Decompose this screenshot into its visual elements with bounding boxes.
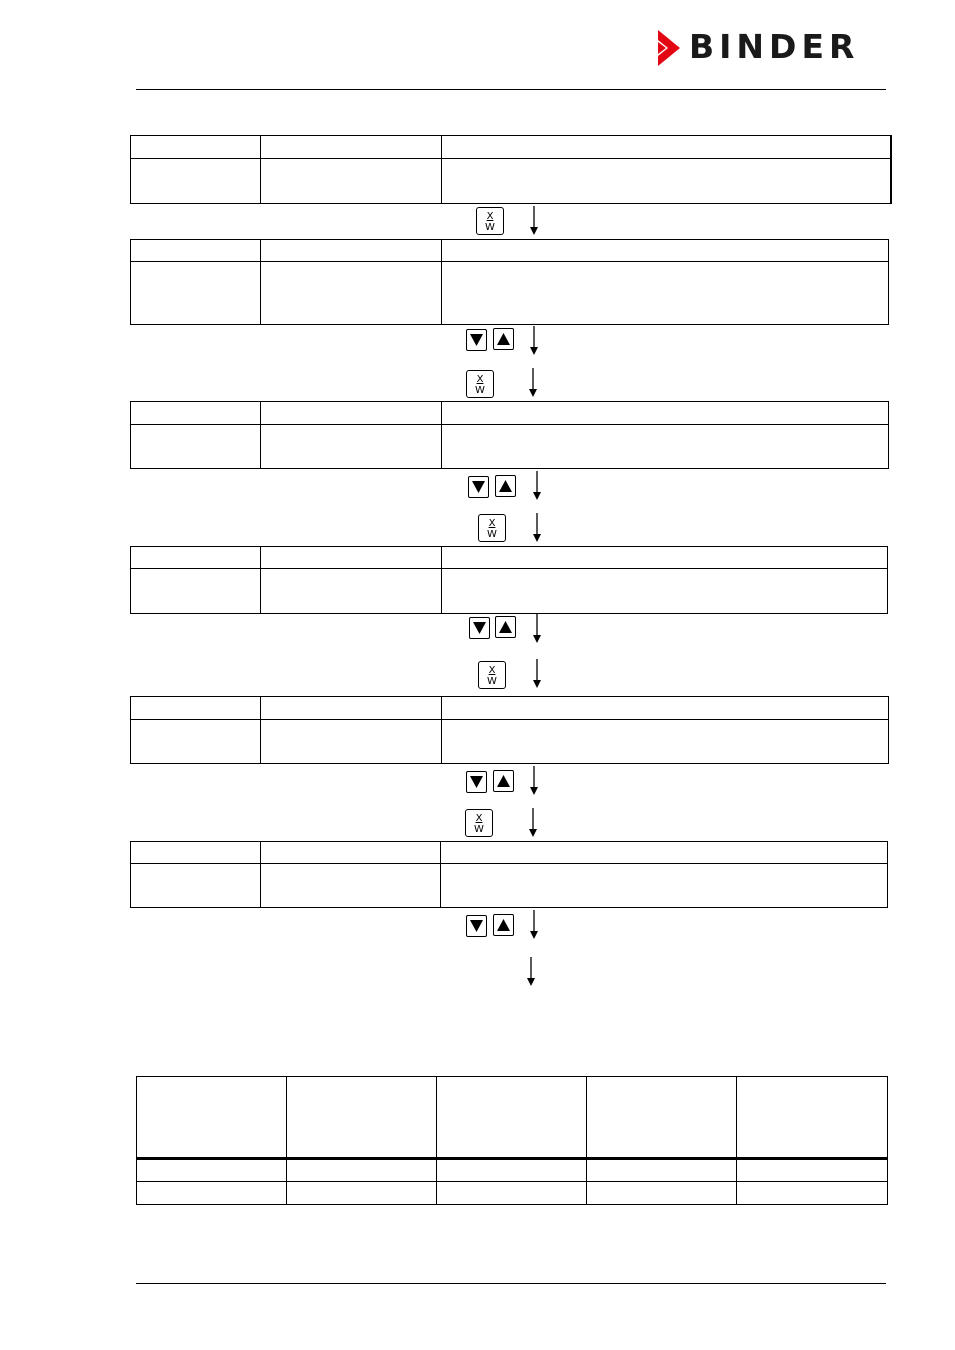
table-cell [287,1159,437,1182]
xw-key-icon: X W [478,661,506,689]
up-arrow-key-icon [493,770,514,792]
table-cell [261,864,441,908]
table-cell [261,720,442,764]
table-cell [261,159,442,204]
table-cell [437,1182,587,1205]
up-arrow-key-icon [493,914,514,936]
table-header-row [137,1077,888,1159]
table-cell [261,136,442,159]
settings-table-1 [130,135,892,204]
table-cell [441,864,888,908]
table-cell [131,425,261,469]
binder-logo-mark-icon [656,30,682,66]
down-arrow-key-icon [466,771,487,793]
table-cell [131,547,261,569]
table-cell [442,402,889,425]
settings-table-6 [130,841,888,908]
table-cell [131,262,261,325]
table-cell [131,720,261,764]
table-cell [442,262,889,325]
table-cell [442,425,889,469]
down-flow-arrow-icon [532,614,542,644]
header-divider [136,89,886,90]
table-header-cell [287,1077,437,1159]
settings-table-4 [130,546,888,614]
down-flow-arrow-icon [532,471,542,501]
table-cell [737,1159,888,1182]
up-arrow-key-icon [495,475,516,497]
table-cell [131,697,261,720]
table-cell [261,697,442,720]
table-cell [261,842,441,864]
xw-key-icon: X W [476,207,504,235]
summary-table [136,1076,888,1205]
table-header-cell [437,1077,587,1159]
footer-divider [136,1283,886,1284]
settings-table-5 [130,696,889,764]
up-arrow-key-icon [493,328,514,350]
table-cell [587,1182,737,1205]
binder-logo [656,27,888,66]
table-cell [442,159,891,204]
table-row [137,1159,888,1182]
down-arrow-key-icon [468,476,489,498]
table-cell [442,697,889,720]
table-cell [261,402,442,425]
xw-key-icon: X W [478,514,506,542]
brand-name: BINDER [689,27,860,66]
table-cell [261,547,442,569]
table-header-cell [137,1077,287,1159]
down-arrow-key-icon [466,329,487,351]
table-cell [442,720,889,764]
down-flow-arrow-icon [529,766,539,796]
table-cell [261,262,442,325]
xw-key-icon: X W [466,370,494,398]
table-cell [131,864,261,908]
xw-key-icon: X W [465,809,493,837]
table-cell [137,1159,287,1182]
table-header-cell [737,1077,888,1159]
table-cell [131,159,261,204]
table-cell [442,569,888,614]
table-cell [131,402,261,425]
table-cell [442,240,889,262]
down-flow-arrow-icon [526,957,536,987]
settings-table-3 [130,401,889,469]
down-arrow-key-icon [466,915,487,937]
table-cell [587,1159,737,1182]
up-arrow-key-icon [495,616,516,638]
table-cell [441,842,888,864]
table-cell [131,569,261,614]
down-flow-arrow-icon [529,206,539,236]
table-cell [737,1182,888,1205]
down-flow-arrow-icon [532,659,542,689]
down-flow-arrow-icon [529,326,539,356]
table-header-cell [587,1077,737,1159]
table-cell [261,425,442,469]
down-flow-arrow-icon [532,513,542,543]
down-arrow-key-icon [469,617,490,639]
table-cell [137,1182,287,1205]
table-cell [437,1159,587,1182]
table-row [137,1182,888,1205]
table-cell [287,1182,437,1205]
settings-table-2 [130,239,889,325]
down-flow-arrow-icon [528,808,538,838]
down-flow-arrow-icon [529,910,539,940]
table-cell [261,240,442,262]
table-cell [442,547,888,569]
down-flow-arrow-icon [528,368,538,398]
table-cell [131,842,261,864]
table-cell [131,136,261,159]
table-cell [442,136,891,159]
table-cell [261,569,442,614]
table-cell [131,240,261,262]
